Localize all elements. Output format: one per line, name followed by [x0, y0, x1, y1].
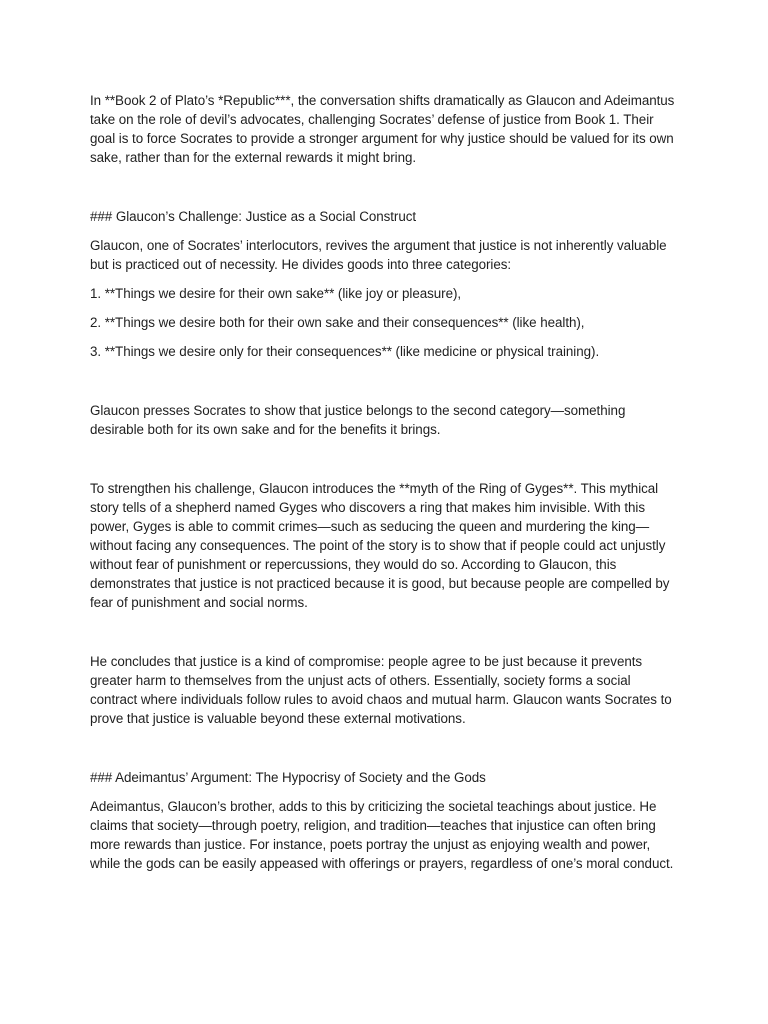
- section-heading-adeimantus: ### Adeimantus’ Argument: The Hypocrisy of Society and the Gods: [90, 770, 486, 785]
- adeimantus-paragraph: Adeimantus, Glaucon’s brother, adds to this by criticizing the societal teachings about justice. He claims that society—through poetry, religion, and tradition—teaches that injustice can often bring more rewards than justice. For instance, poets portray the unjust as enjoying wealth and power, while the gods can be easily appeased with offerings or prayers, regardless of one’s moral conduct.: [90, 799, 674, 871]
- list-item: 3. **Things we desire only for their consequences** (like medicine or physical training).: [90, 344, 600, 359]
- compromise-paragraph: He concludes that justice is a kind of compromise: people agree to be just because it prevents greater harm to themselves from the unjust acts of others. Essentially, society forms a social contract where individuals follow rules to avoid chaos and mutual harm. Glaucon wants Socrates to prove that justice is valuable beyond these external motivations.: [90, 654, 672, 726]
- section-heading-glaucon: ### Glaucon’s Challenge: Justice as a Social Construct: [90, 209, 417, 224]
- document-body: [90, 91, 680, 873]
- list-item: 2. **Things we desire both for their own sake and their consequences** (like health),: [90, 315, 585, 330]
- second-category-paragraph: Glaucon presses Socrates to show that justice belongs to the second category—something desirable both for its own sake and for the benefits it brings.: [90, 403, 626, 437]
- list-item: 1. **Things we desire for their own sake** (like joy or pleasure),: [90, 286, 462, 301]
- ring-of-gyges-paragraph: To strengthen his challenge, Glaucon introduces the **myth of the Ring of Gyges**. This mythical story tells of a shepherd named Gyges who discovers a ring that makes him invisible. With this power, Gyges is able to commit crimes—such as seducing the queen and murdering the king—without facing any consequences. The point of the story is to show that if people could act unjustly without fear of punishment or repercussions, they would do so. According to Glaucon, this demonstrates that justice is not practiced because it is good, but because people are compelled by fear of punishment and social norms.: [90, 481, 670, 610]
- glaucon-paragraph: Glaucon, one of Socrates’ interlocutors, revives the argument that justice is not inherently valuable but is practiced out of necessity. He divides goods into three categories:: [90, 238, 667, 272]
- intro-paragraph: In **Book 2 of Plato’s *Republic***, the conversation shifts dramatically as Glaucon and Adeimantus take on the role of devil’s advocates, challenging Socrates’ defense of justice from Book 1. Their goal is to force Socrates to provide a stronger argument for why justice should be valued for its own sake, rather than for the external rewards it might bring.: [90, 93, 675, 165]
